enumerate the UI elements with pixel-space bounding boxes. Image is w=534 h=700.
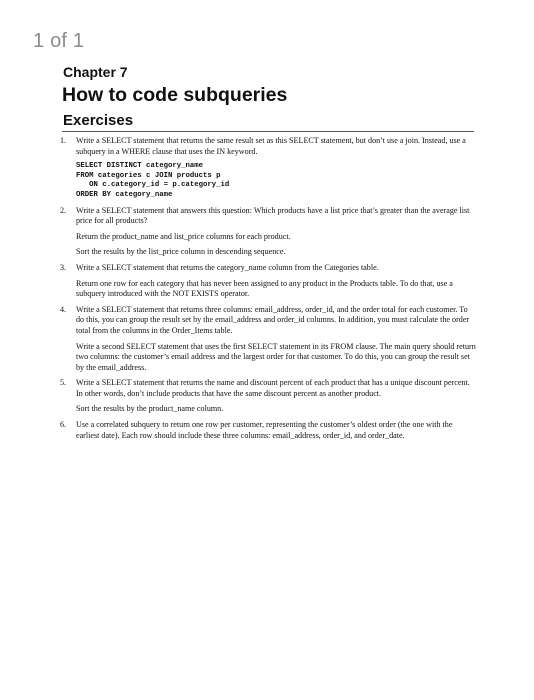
- exercise-text: Return the product_name and list_price columns for each product.: [76, 231, 291, 241]
- exercise-number: 4.: [60, 304, 67, 314]
- exercise-text: Use a correlated subquery to return one row per customer, representing the customer’s oldest order (the one with the earliest date). Each row should include these three columns: email_address, order_id, and order_date.: [76, 420, 453, 440]
- exercise-text: Return one row for each category that has never been assigned to any product in the Products table. To do that, use a subquery introduced with the NOT EXISTS operator.: [76, 278, 453, 299]
- heading-divider: [62, 131, 474, 132]
- exercise-list: [60, 136, 476, 446]
- exercise-item: [60, 305, 476, 374]
- exercise-text: Write a SELECT statement that returns the same result set as this SELECT statement, but don’t use a join. Instead, use a subquery in a WHERE clause that uses the IN keyword.: [76, 136, 466, 156]
- exercise-number: 1.: [60, 136, 67, 145]
- page-counter: 1 of 1: [33, 30, 85, 52]
- exercise-number: 2.: [60, 205, 67, 215]
- exercise-text: Write a SELECT statement that returns three columns: email_address, order_id, and the order total for each customer. To do this, you can group the result set by the email_address and order_id columns. In addition, you must calculate the order total from the columns in the Order_Items table.: [76, 304, 470, 335]
- chapter-label: Chapter 7: [63, 64, 128, 80]
- exercise-text: Sort the results by the product_name column.: [76, 404, 224, 414]
- exercise-item: [60, 378, 476, 415]
- exercise-number: 3.: [60, 262, 67, 272]
- sql-code-block: SELECT DISTINCT category_name FROM categories c JOIN products p ON c.category_id = p.category_id ORDER BY category_name: [76, 162, 230, 199]
- exercise-item: [60, 136, 476, 201]
- exercise-text: Sort the results by the list_price column in descending sequence.: [76, 247, 286, 257]
- exercise-text: Write a SELECT statement that returns the category_name column from the Categories table.: [76, 262, 379, 272]
- exercise-number: 5.: [60, 378, 67, 388]
- exercise-text: Write a SELECT statement that returns the name and discount percent of each product that has a unique discount percent. In other words, don’t include products that have the same discount percent as another product.: [76, 378, 470, 398]
- exercise-text: Write a second SELECT statement that uses the first SELECT statement in its FROM clause. The main query should return two columns: the customer’s email address and the largest order for that customer. To do this, you can group the result set by the email_address.: [76, 341, 476, 372]
- exercise-item: [60, 263, 476, 300]
- exercise-text: Write a SELECT statement that answers this question: Which products have a list price that’s greater than the average list price for all products?: [76, 205, 470, 226]
- chapter-title: How to code subqueries: [62, 84, 288, 106]
- exercise-number: 6.: [60, 420, 67, 430]
- exercise-item: [60, 420, 476, 441]
- exercise-item: [60, 206, 476, 258]
- section-heading: Exercises: [63, 112, 134, 129]
